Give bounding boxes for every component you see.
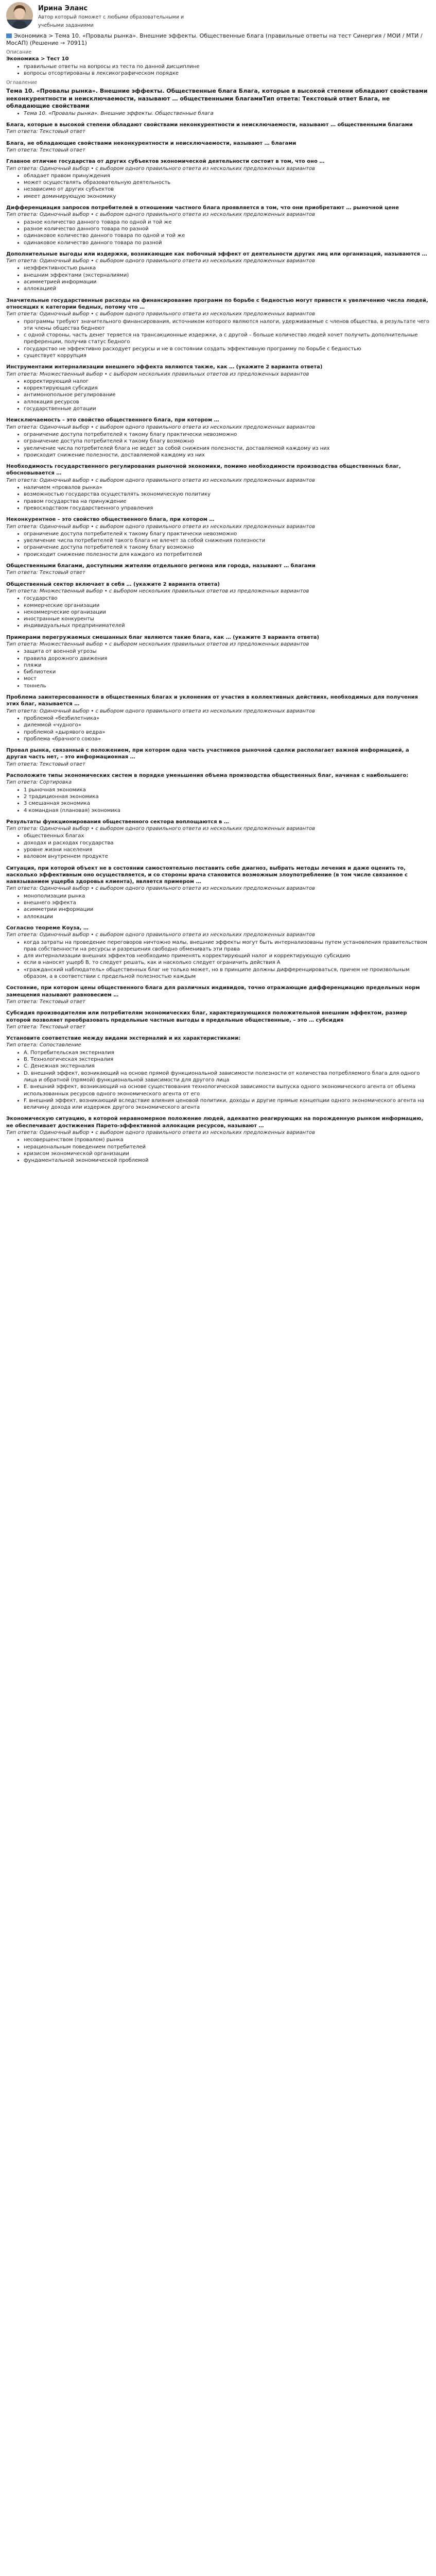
answer-options — [6, 715, 430, 742]
question-title: Провал рынка, связанный с положением, при котором одна часть участников рыночной сделки располагает важной информацией, а другая часть нет, – это информационная … — [6, 748, 409, 760]
author-info — [38, 2, 184, 29]
book-icon — [6, 33, 12, 38]
page — [0, 0, 436, 1168]
answer-option: • ограничение доступа потребителей к такому благу возможно — [24, 544, 430, 551]
question-title: Блага, которые в высокой степени обладают свойствами неконкурентности и неисключаемости, называют … общественными благами — [6, 122, 413, 128]
question-answer-type: Тип ответа: Текстовый ответ — [6, 570, 85, 576]
question-answer-type: Тип ответа: Одиночный выбор • с выбором одного правильного ответа из нескольких предложенных вариантов — [6, 258, 315, 264]
answer-option: • корректирующая субсидия — [24, 385, 430, 392]
answer-option: • ограничение доступа потребителей к такому благу практически невозможно — [24, 531, 430, 537]
answer-option: • пляжи — [24, 662, 430, 669]
answer-option: • уровне жизни населения — [24, 846, 430, 853]
answer-option: • наличием «провалов рынка» — [24, 484, 430, 491]
sort-option: • 1 рыночная экономика — [24, 787, 430, 793]
question-block — [6, 925, 430, 980]
question-block — [6, 985, 430, 1005]
answer-option: • E. внешний эффект, возникающий на основе существования технологической зависимости выпуска одного экономического агента от объема использованных ресурсов одного экономического агента от его — [24, 1083, 430, 1097]
author-name[interactable]: Ирина Эланс — [38, 5, 88, 12]
answer-option: • «гражданский наблюдатель» общественных благ не только может, но в принципе должны дифференцироваться, причем не произвольным образом, а в соответствии с предельной полезностью каждым — [24, 967, 430, 980]
answer-option: • неэффективностью рынка — [24, 265, 430, 272]
question-title: Дифференциация запросов потребителей в отношении частного блага проявляется в том, что они приобретают … рыночной цене — [6, 205, 399, 211]
answer-option: • защита от военной угрозы — [24, 648, 430, 655]
question-block — [6, 122, 430, 135]
answer-option: • с одной стороны, часть денег теряется на трансакционные издержки, а с другой – больше количество людей хочет получить дополнительные преференции, получив статус бедного — [24, 332, 430, 346]
answer-option: • разное количество данного товара по разной — [24, 226, 430, 232]
answer-option: • кризисом экономической организации — [24, 1150, 430, 1157]
question-title: Установите соответствие между видами экстерналий и их характеристиками: — [6, 1036, 241, 1042]
question-answer-type: Тип ответа: Одиночный выбор • с выбором одного правильного ответа из нескольких предложенных вариантов — [6, 165, 315, 172]
answer-option: • общественных благах — [24, 833, 430, 839]
answer-option: • разное количество данного товара по одной и той же — [24, 219, 430, 226]
question-answer-type: Тип ответа: Текстовый ответ — [6, 998, 85, 1005]
question-answer-type: Тип ответа: Одиночный выбор • с выбором одного правильного ответа из нескольких предложенных вариантов — [6, 523, 315, 530]
description-section — [6, 49, 430, 77]
question-title: Результаты функционирования общественного сектора воплощаются в … — [6, 819, 229, 825]
answer-option: • коммерческие организации — [24, 602, 430, 609]
question-title: Неисключаемость – это свойство общественного блага, при котором … — [6, 417, 219, 423]
question-answer-type: Тип ответа: Одиночный выбор • с выбором одного правильного ответа из нескольких предложенных вариантов — [6, 477, 315, 483]
question-answer-type: Тип ответа: Одиночный выбор • с выбором одного правильного ответа из нескольких предложенных вариантов — [6, 708, 315, 714]
answer-option: • C. Денежная экстерналия — [24, 1063, 430, 1070]
answer-option: • ограничение доступа потребителей к такому благу возможно — [24, 438, 430, 445]
question-title: Значительные государственные расходы на финансирование программ по борьбе с бедностью могут привести к увеличению числа людей, относящих к категории бедных, потому что … — [6, 297, 428, 310]
question-block — [6, 417, 430, 459]
answer-options — [6, 265, 430, 292]
question-title: Субсидия производителям или потребителям экономических благ, характеризующихся положительной внешним эффектом, размер которой позволяет преобразовать предельные частные выгоды в предельные общественные, – это … субсидия — [6, 1010, 407, 1023]
question-block — [6, 563, 430, 577]
question-answer-type: Тип ответа: Одиночный выбор • с выбором одного правильного ответа из нескольких предложенных вариантов — [6, 424, 315, 430]
question-title: Общественными благами, доступными жителям отдельного региона или города, называют … благами — [6, 563, 316, 569]
question-block — [6, 772, 430, 814]
answer-option: • существует коррупция — [24, 352, 430, 359]
question-answer-type: Тип ответа: Одиночный выбор • с выбором одного правильного ответа из нескольких предложенных вариантов — [6, 932, 315, 938]
answer-option: • мост — [24, 675, 430, 682]
answer-option: • D. внешний эффект, возникающий на основе прямой функциональной зависимости полезности от количества потребляемого блага для одного лица и обратной (прямой) функциональной зависимости для другого лица — [24, 1070, 430, 1084]
answer-option: • правила дорожного движения — [24, 655, 430, 662]
description-title: Экономика > Тест 10 — [6, 56, 69, 62]
answer-option: • асимметрией информации — [24, 279, 430, 285]
answer-option: • имеет доминирующую экономику — [24, 193, 430, 200]
question-title: Расположите типы экономических систем в порядке уменьшения объема производства общественных благ, начиная с наибольшего: — [6, 773, 409, 779]
question-block — [6, 364, 430, 412]
answer-option: • государственные дотации — [24, 405, 430, 412]
answer-option: • аллокации — [24, 913, 430, 920]
questions-list — [6, 122, 430, 1164]
question-block — [6, 819, 430, 860]
answer-option: • может осуществлять образовательную деятельность — [24, 179, 430, 186]
answer-options — [6, 1137, 430, 1164]
question-answer-type: Тип ответа: Одиночный выбор • с выбором одного правильного ответа из нескольких предложенных вариантов — [6, 212, 315, 218]
question-block — [6, 1010, 430, 1030]
description-item: • правильные ответы на вопросы из теста по данной дисциплине — [24, 63, 430, 70]
answer-option: • иностранные конкуренты — [24, 616, 430, 622]
answer-option: • происходит снижение полезности, доставляемой каждому из них — [24, 452, 430, 459]
question-block — [6, 747, 430, 768]
answer-option: • проблема «брачного союза» — [24, 736, 430, 742]
avatar-image — [6, 2, 33, 29]
answer-options — [6, 431, 430, 459]
question-block — [6, 634, 430, 689]
description-label: Описание — [6, 49, 32, 55]
answer-option: • индивидуальных предпринимателей — [24, 622, 430, 629]
question-answer-type: Тип ответа: Текстовый ответ — [6, 1024, 85, 1030]
question-title: Ситуация, при которой объект не в состоянии самостоятельно поставить себе диагноз, выбрать методы лечения и даже оценить то, насколько эффективным оно осуществляется, и со стороны врача становится возможным злоупотребление (в том числе связанное с навязыванием ущерба здоровья клиента), является примером … — [6, 865, 408, 885]
answer-option: • асимметрии информации — [24, 906, 430, 913]
answer-option: • библиотеки — [24, 669, 430, 675]
answer-options — [6, 1049, 430, 1111]
question-title: Проблема заинтересованности в общественных благах и уклонения от участия в коллективных действиях, необходимых для получения этих благ, называется … — [6, 694, 418, 707]
answer-option: • независимо от других субъектов — [24, 186, 430, 193]
question-block — [6, 694, 430, 742]
question-title: Состояние, при котором цены общественного блага для различных индивидов, точно отражающие дифференциацию предельных норм замещения называют равновесием … — [6, 985, 420, 998]
question-title: Экономическую ситуацию, в которой неравномерное положение людей, адекватно реагирующих на порожденную рынком информацию, не обеспечивает достижения Парето-эффективной аллокации ресурсов, называют … — [6, 1116, 424, 1129]
sort-option: • 2 традиционная экономика — [24, 793, 430, 800]
sort-option: • 3 смешанная экономика — [24, 800, 430, 807]
question-title: Общественный сектор включает в себя … (укажите 2 варианта ответа) — [6, 581, 220, 587]
answer-options — [6, 595, 430, 629]
sort-options — [6, 787, 430, 814]
question-block — [6, 463, 430, 512]
author-header — [6, 0, 430, 29]
question-block — [6, 581, 430, 630]
toc-label: Оглавление — [6, 80, 38, 86]
answer-options — [6, 219, 430, 246]
question-title: Главное отличие государства от других субъектов экономической деятельности состоит в том, что оно … — [6, 159, 325, 165]
answer-option: • тоннель — [24, 683, 430, 689]
answer-option: • B. Технологическая экстерналия — [24, 1056, 430, 1063]
answer-option: • монополизации рынка — [24, 893, 430, 900]
answer-option: • валовом внутреннем продукте — [24, 853, 430, 860]
description-list — [6, 63, 430, 77]
answer-option: • ограничение доступа потребителей к такому благу практически невозможно — [24, 431, 430, 438]
answer-option: • аллокацией — [24, 285, 430, 292]
answer-options — [6, 531, 430, 558]
question-block — [6, 516, 430, 558]
question-block — [6, 251, 430, 293]
sort-option: • 4 командная (плановая) экономика — [24, 807, 430, 814]
answer-option: • F. внешний эффект, возникающий вследствие влияния ценовой политики, доходы и другие прямые концепции одного экономического агента на величину дохода или издержек другого экономического агента — [24, 1097, 430, 1111]
answer-option: • правом государства на принуждение — [24, 498, 430, 505]
answer-option: • государство — [24, 595, 430, 602]
answer-option: • когда затраты на проведение переговоров ничтожно малы, внешние эффекты могут быть интернализованы путем установления правительством прав собственности на ресурсы и разрешения свободно обменивать эти права — [24, 939, 430, 953]
question-title: Инструментами интернализации внешнего эффекта являются также, как … (укажите 2 варианта ответа) — [6, 364, 323, 370]
answer-option: • нерациональным поведением потребителей — [24, 1144, 430, 1150]
question-answer-type: Тип ответа: Текстовый ответ — [6, 129, 85, 135]
answer-option: • некоммерческие организации — [24, 609, 430, 616]
answer-option: • для интернализации внешних эффектов необходимо применять корректирующий налог и корректирующую субсидию — [24, 953, 430, 959]
breadcrumb-text: Экономика > Тема 10. «Провалы рынка». Внешние эффекты. Общественные блага (правильные ответы на тест Синергия / МОИ / МТИ / МосАП) (Решение → 70911) — [6, 32, 423, 47]
answer-option: • происходит снижение полезности для каждого из потребителей — [24, 551, 430, 558]
answer-option: • внешнего эффекта — [24, 900, 430, 906]
answer-option: • программы требуют значительного финансирования, источником которого являются налоги, удерживаемые с членов общества, в результате чего эти члены общества беднеют — [24, 318, 430, 332]
question-answer-type: Тип ответа: Множественный выбор • с выбором нескольких правильных ответов из предложенных вариантов — [6, 588, 309, 594]
answer-option: • фундаментальной экономической проблемой — [24, 1157, 430, 1164]
question-answer-type: Тип ответа: Одиночный выбор • с выбором одного правильного ответа из нескольких предложенных вариантов — [6, 311, 315, 317]
question-answer-type: Тип ответа: Одиночный выбор • с выбором одного правильного ответа из нескольких предложенных вариантов — [6, 826, 315, 832]
answer-option: • одинаковое количество данного товара по одной и той же — [24, 232, 430, 239]
toc-list — [6, 110, 430, 117]
question-block — [6, 158, 430, 200]
question-title: Дополнительные выгоды или издержки, возникающие как побочный эффект от деятельности других лиц или организаций, называются … — [6, 251, 427, 257]
answer-option: • аллокация ресурсов — [24, 399, 430, 405]
question-title: Блага, не обладающие свойствами неконкурентности и неисключаемости, называют … благами — [6, 140, 297, 146]
toc-title: Тема 10. «Провалы рынка». Внешние эффекты. Общественные блага Блага, которые в высокой степени обладают свойствами неконкурентности и неисключаемости, называют … общественными благамиТип ответа: Текстовый ответ Блага, не обладающие свойствами — [6, 87, 428, 110]
answer-option: • проблемой «дырявого ведра» — [24, 729, 430, 736]
author-description-line1: Автор который поможет с любыми образовательными и — [38, 14, 184, 21]
answer-options — [6, 318, 430, 360]
breadcrumb — [6, 32, 430, 47]
question-answer-type: Тип ответа: Множественный выбор • с выбором нескольких правильных ответов из предложенных вариантов — [6, 371, 309, 377]
answer-option: • если в наносят ущерб B, то следует решать, как и насколько следует ограничить действия A — [24, 959, 430, 966]
answer-option: • проблемой «безбилетника» — [24, 715, 430, 722]
answer-option: • превосходством государственного управления — [24, 505, 430, 512]
question-answer-type: Тип ответа: Текстовый ответ — [6, 761, 85, 767]
answer-option: • возможностью государства осуществлять экономическую политику — [24, 491, 430, 498]
question-answer-type: Тип ответа: Одиночный выбор • с выбором одного правильного ответа из нескольких предложенных вариантов — [6, 886, 315, 892]
description-item: • вопросы отсортированы в лексикографическом порядке — [24, 70, 430, 77]
answer-option: • внешним эффектами (экстерналиями) — [24, 272, 430, 279]
answer-options — [6, 833, 430, 860]
answer-option: • государство не эффективно расходует ресурсы и не в состоянии создать эффективную программу по борьбе с бедностью — [24, 346, 430, 352]
answer-options — [6, 939, 430, 980]
answer-options — [6, 484, 430, 512]
answer-option: • дилеммой «чудного» — [24, 722, 430, 728]
question-title: Неконкурентное – это свойство общественного блага, при котором … — [6, 517, 215, 523]
answer-options — [6, 378, 430, 412]
author-avatar[interactable] — [6, 2, 33, 29]
answer-option: • обладает правом принуждения — [24, 173, 430, 179]
answer-options — [6, 173, 430, 200]
question-answer-type: Тип ответа: Одиночный выбор • с выбором одного правильного ответа из нескольких предложенных вариантов — [6, 1129, 315, 1136]
question-answer-type: Тип ответа: Множественный выбор • с выбором нескольких правильных ответов из предложенных вариантов — [6, 641, 309, 647]
toc-section — [6, 80, 430, 117]
answer-option: • корректирующий налог — [24, 378, 430, 385]
question-title: Примерами перегружаемых смешанных благ являются такие блага, как … (укажите 3 варианта ответа) — [6, 634, 319, 640]
question-answer-type: Тип ответа: Сопоставление — [6, 1042, 81, 1048]
toc-item[interactable]: • Тема 10. «Провалы рынка». Внешние эффекты. Общественные блага — [24, 110, 430, 117]
question-answer-type: Тип ответа: Текстовый ответ — [6, 147, 85, 153]
answer-option: • увеличение числа потребителей такого блага не влечет за собой снижения полезности — [24, 537, 430, 544]
answer-option: • увеличение числа потребителей блага не ведет за собой снижения полезности, доставляемой каждому из них — [24, 445, 430, 452]
answer-options — [6, 648, 430, 689]
answer-options — [6, 893, 430, 920]
answer-option: • A. Потребительская экстерналия — [24, 1049, 430, 1056]
answer-option: • антимонопольное регулирование — [24, 392, 430, 398]
question-block — [6, 1035, 430, 1111]
author-description-line2: учебными заданиями — [38, 22, 94, 28]
question-block — [6, 205, 430, 246]
question-block — [6, 865, 430, 920]
question-block — [6, 297, 430, 360]
question-title: Согласно теореме Коуза, … — [6, 925, 89, 931]
question-answer-type: Тип ответа: Сортировка — [6, 779, 72, 786]
question-title: Необходимость государственного регулирования рыночной экономики, помимо необходимости производства общественных благ, обосновывается … — [6, 464, 401, 477]
answer-option: • одинаковое количество данного товара по разной — [24, 240, 430, 246]
question-block — [6, 140, 430, 154]
question-block — [6, 1115, 430, 1164]
answer-option: • несовершенством (провалом) рынка — [24, 1137, 430, 1143]
answer-option: • доходах и расходах государства — [24, 840, 430, 846]
